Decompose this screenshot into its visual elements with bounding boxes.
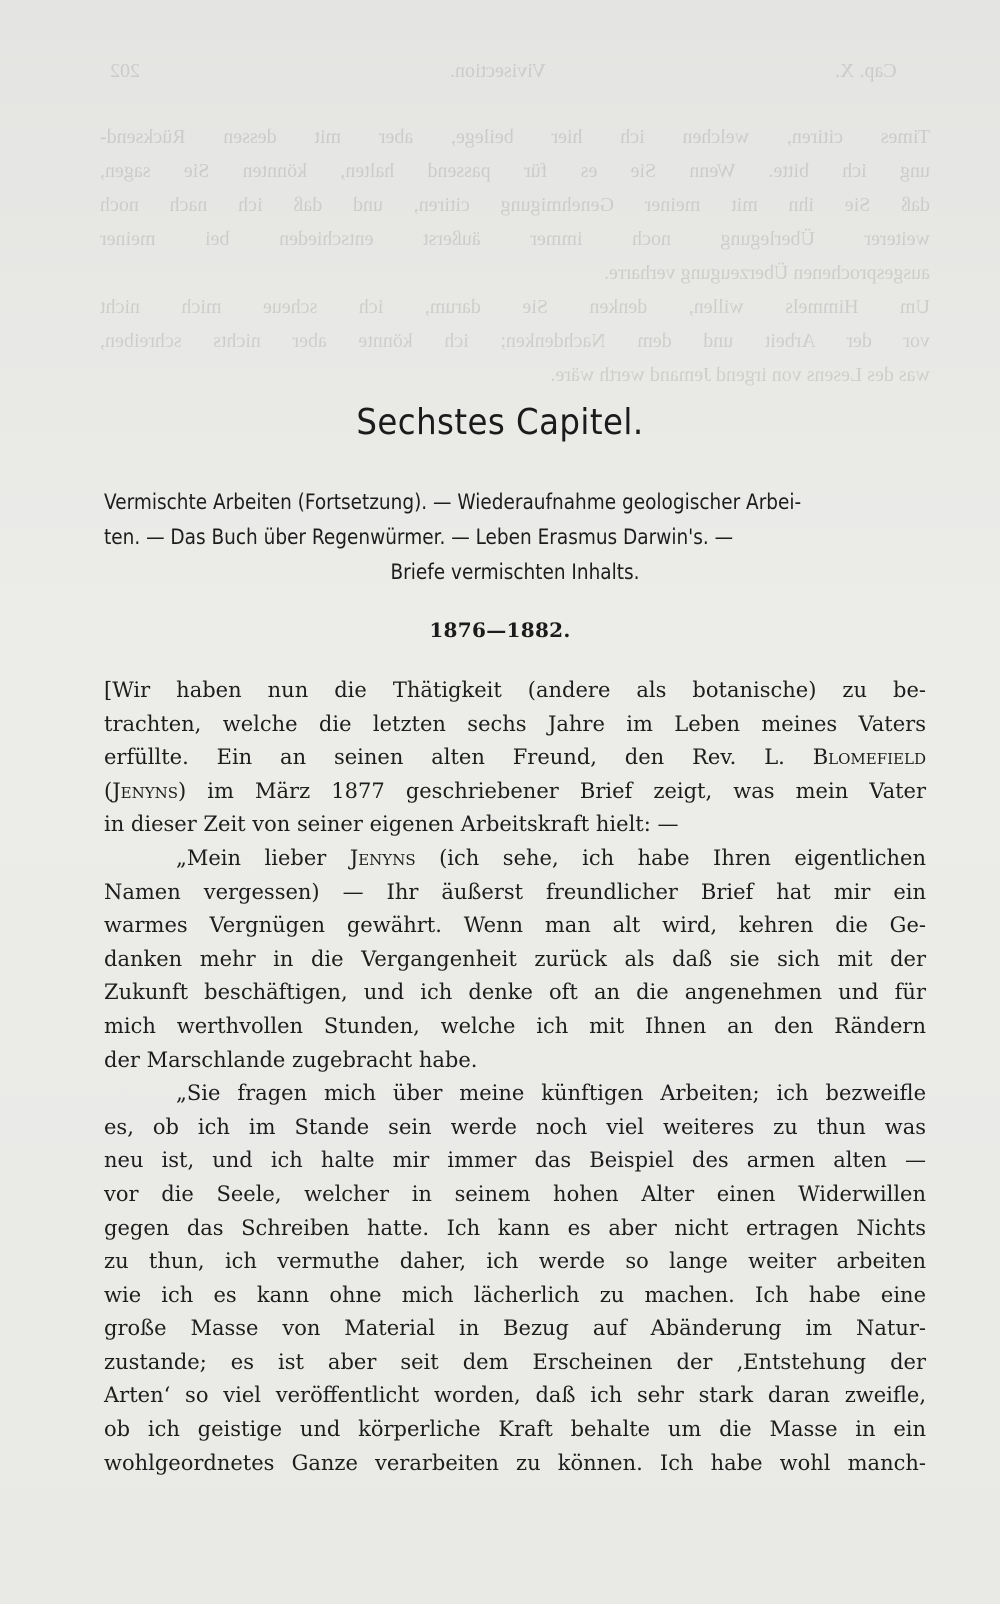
paragraph-line: (Jenyns) im März 1877 geschriebener Brief zeigt, was mein Vater [104,778,926,803]
paragraph-line: erfüllte. Ein an seinen alten Freund, den Rev. L. Blomefield [104,745,926,770]
paragraph-line: „Mein lieber Jenyns (ich sehe, ich habe Ihren eigentlichen [176,845,926,870]
paragraph-line: der Marschlande zugebracht habe. [104,1047,478,1072]
paragraph-line: mich werthvollen Stunden, welche ich mit Ihnen an den Rändern [104,1013,926,1038]
paragraph-line: in dieser Zeit von seiner eigenen Arbeitskraft hielt: — [104,812,679,837]
show-through-line: ausgesprochenen Überzeugung verharre. [604,262,930,284]
paragraph-line: warmes Vergnügen gewährt. Wenn man alt wird, kehren die Ge- [104,913,926,938]
paragraph-line: danken mehr in die Vergangenheit zurück als daß sie sich mit der [104,946,926,971]
chapter-summary [104,485,926,590]
paragraph-line: große Masse von Material in Bezug auf Abänderung im Natur- [104,1316,926,1341]
paragraph-line: zu thun, ich vermuthe daher, ich werde so lange weiter arbeiten [104,1249,926,1274]
paragraph-line: wie ich es kann ohne mich lächerlich zu machen. Ich habe eine [104,1282,926,1307]
show-through-line: was des Lesens von irgend Jemand werth wäre. [550,364,930,386]
show-through-line: Times citiren, welchen ich hier beilege, aber mit dessen Rücksend- [100,126,930,148]
paragraph-line: trachten, welche die letzten sechs Jahre im Leben meines Vaters [104,711,926,736]
show-through-running-title: Vivisection. [450,60,547,82]
paragraph-line: vor die Seele, welcher in seinem hohen Alter einen Widerwillen [104,1181,926,1206]
paragraph-line: neu ist, und ich halte mir immer das Beispiel des armen alten — [104,1148,926,1173]
chapter-summary-line: Vermischte Arbeiten (Fortsetzung). — Wiederaufnahme geologischer Arbei- [104,490,802,514]
chapter-title: Sechstes Capitel. [356,402,644,443]
show-through-line: vor der Arbeit und dem Nachdenken; ich könnte aber nichts schreiben, [100,330,930,352]
chapter-summary-line: Briefe vermischten Inhalts. [390,560,640,584]
paragraph-line: [Wir haben nun die Thätigkeit (andere als botanische) zu be- [104,678,926,702]
paragraph-line: wohlgeordnetes Ganze verarbeiten zu können. Ich habe wohl manch- [104,1450,926,1475]
paragraph-line: gegen das Schreiben hatte. Ich kann es aber nicht ertragen Nichts [104,1215,926,1240]
show-through-line: Um Himmels willen, denken Sie darum, ich scheue mich nicht [100,296,930,318]
show-through-line: ung ich bitte. Wenn Sie es für passend halten, könnten Sie sagen, [100,160,930,182]
chapter-summary-line: ten. — Das Buch über Regenwürmer. — Leben Erasmus Darwin's. — [104,525,734,549]
paragraph-line: Zukunft beschäftigen, und ich denke oft an die angenehmen und für [104,980,926,1005]
paragraph-line: zustande; es ist aber seit dem Erscheinen der ‚Entstehung der [104,1349,926,1374]
show-through-line: weiterer Überlegung noch immer äußerst entschieden bei meiner [100,228,930,250]
show-through-page-number: 202 [110,60,140,82]
paragraph-line: „Sie fragen mich über meine künftigen Arbeiten; ich bezweifle [176,1081,926,1106]
paragraph-line: ob ich geistige und körperliche Kraft behalte um die Masse in ein [104,1417,926,1442]
body-text [104,674,926,1480]
paragraph-line: Arten‘ so viel veröffentlicht worden, daß ich sehr stark daran zweifle, [104,1383,926,1408]
paragraph-line: es, ob ich im Stande sein werde noch viel weiteres zu thun was [104,1114,926,1139]
show-through-line: daß Sie ihn mit meiner Genehmigung citiren, und daß ich nach noch [100,194,930,216]
year-range: 1876—1882. [429,618,571,642]
show-through-chapter-label: Cap. X. [835,60,897,82]
paragraph-line: Namen vergessen) — Ihr äußerst freundlicher Brief hat mir ein [104,879,926,904]
